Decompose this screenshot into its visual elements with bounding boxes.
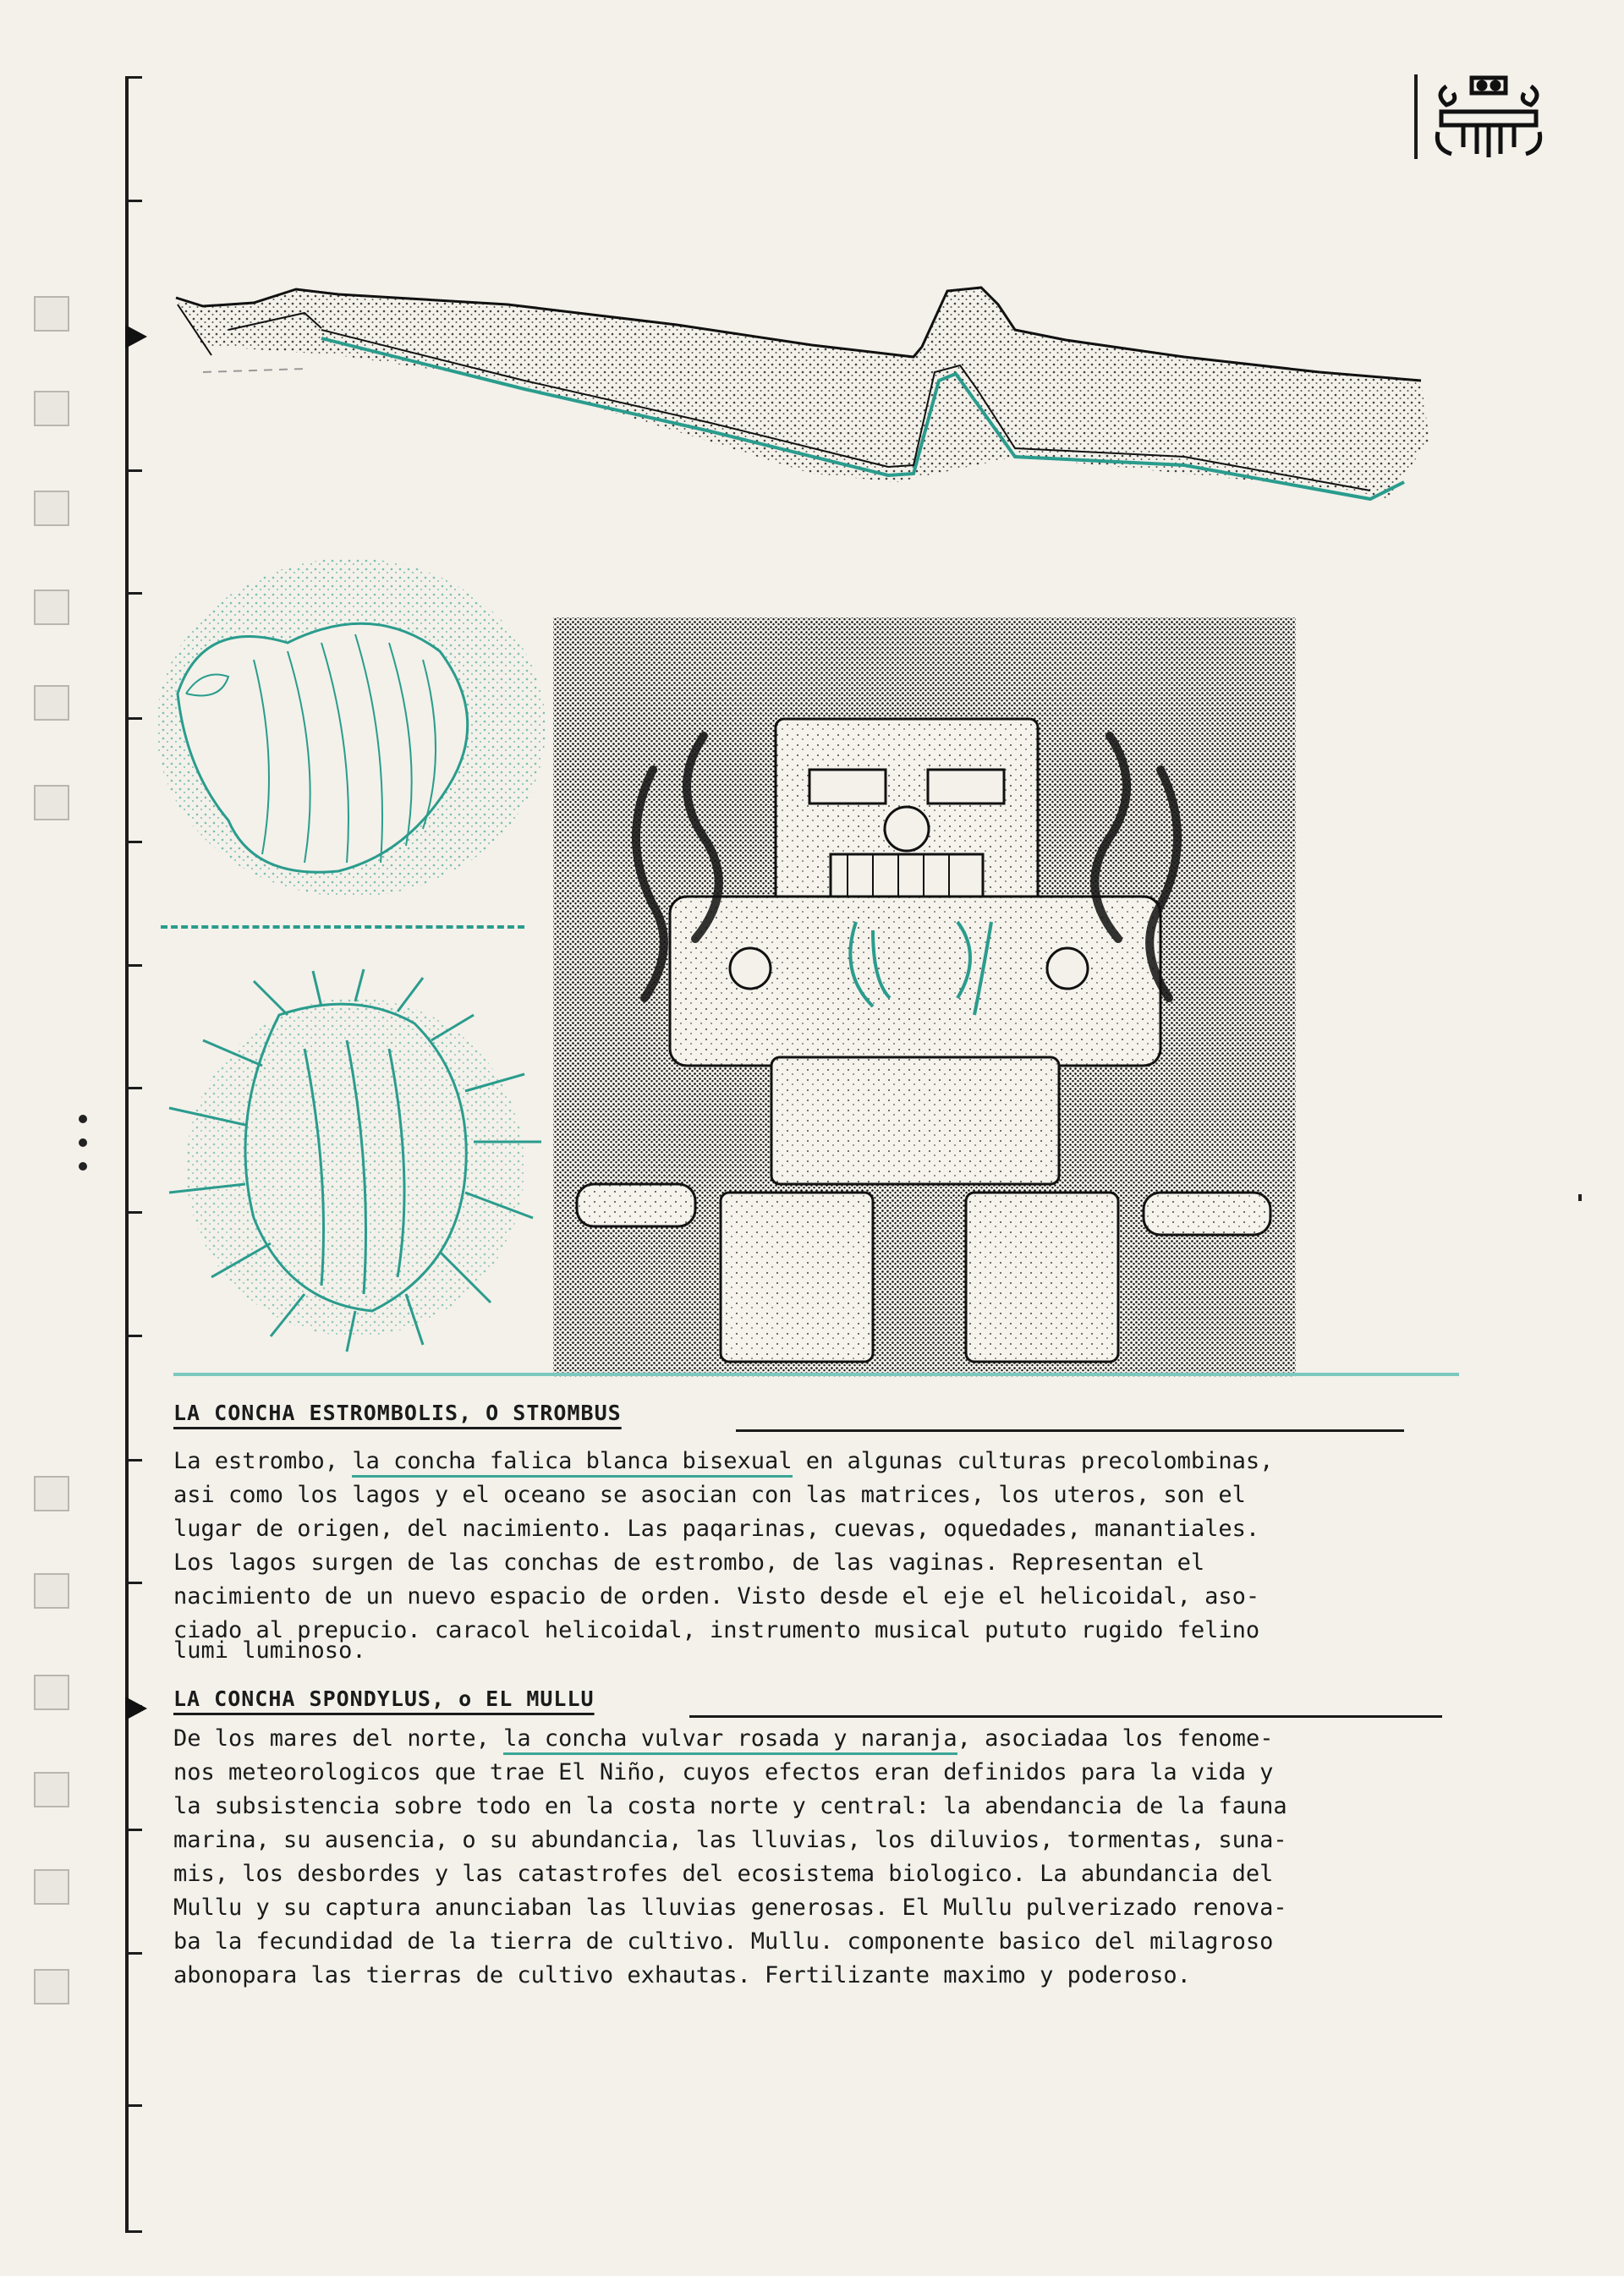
heading-rule — [689, 1715, 1442, 1718]
terrain-cross-section-illustration — [169, 279, 1472, 567]
binder-hole — [34, 590, 69, 625]
text-line — [173, 1478, 1493, 1512]
highlighted-phrase: la concha falica blanca bisexual — [352, 1448, 792, 1478]
text-line — [173, 1925, 1493, 1959]
binder-hole — [34, 491, 69, 526]
highlighted-phrase: la concha vulvar rosada y naranja — [503, 1725, 957, 1755]
section-body-spondylus — [173, 1722, 1493, 1993]
text-run: Los lagos surgen de las conchas de estrombo, de las vaginas. Representan el — [173, 1549, 1205, 1576]
text-line — [173, 1546, 1493, 1580]
ruler-tick — [125, 469, 142, 472]
text-run: La estrombo, — [173, 1448, 353, 1474]
shell-divider — [161, 925, 524, 929]
ruler-tick — [125, 592, 142, 595]
text-run: nos meteorologicos que trae El Niño, cuyos efectos eran definidos para la vida y — [173, 1759, 1274, 1785]
binder-hole — [34, 391, 69, 426]
ruler-tick — [125, 841, 142, 843]
ruler-tick — [125, 200, 142, 202]
overtyped-line: lumi luminoso. — [173, 1637, 366, 1664]
text-run: mis, los desbordes y las catastrofes del ecosistema biologico. La abundancia del — [173, 1861, 1274, 1887]
ruler-marker-triangle — [125, 325, 147, 348]
ruler-tick — [125, 2104, 142, 2107]
section-heading-strombus: LA CONCHA ESTROMBOLIS, O STROMBUS — [173, 1401, 622, 1425]
binder-hole — [34, 785, 69, 820]
logo-divider — [1414, 74, 1418, 159]
strombus-shell-illustration — [152, 550, 550, 913]
ruler-tick — [125, 2230, 142, 2233]
text-run: De los mares del norte, — [173, 1725, 504, 1752]
text-line — [173, 1722, 1493, 1756]
text-line — [173, 1824, 1493, 1857]
text-run: Mullu y su captura anunciaban las lluvias generosas. El Mullu pulverizado renova- — [173, 1895, 1287, 1921]
text-run: , asociadaa los fenome- — [957, 1725, 1274, 1752]
text-line — [173, 1756, 1493, 1790]
ruler-tick — [125, 717, 142, 720]
text-line — [173, 1445, 1493, 1478]
text-run: la subsistencia sobre todo en la costa norte y central: la abendancia de la fauna — [173, 1793, 1287, 1819]
ruler-tick — [125, 1829, 142, 1831]
text-line — [173, 1790, 1493, 1824]
binder-hole — [34, 296, 69, 332]
text-line — [173, 1959, 1493, 1993]
text-run: ciado al prepucio. caracol helicoidal, instrumento musical pututo rugido felino — [173, 1617, 1260, 1643]
binder-hole — [34, 685, 69, 721]
deity-carving-illustration — [551, 601, 1298, 1379]
binder-hole — [34, 1573, 69, 1609]
section-heading-spondylus: LA CONCHA SPONDYLUS, o EL MULLU — [173, 1686, 595, 1711]
spondylus-shell-illustration — [152, 964, 550, 1353]
ruler-tick — [125, 1582, 142, 1584]
heading-rule — [736, 1429, 1404, 1432]
ruler-marker-triangle — [125, 1697, 147, 1720]
text-run: abonopara las tierras de cultivo exhautas. Fertilizante maximo y poderoso. — [173, 1962, 1191, 1988]
section-body-strombus — [173, 1445, 1493, 1664]
margin-dots — [79, 1115, 87, 1186]
text-run: marina, su ausencia, o su abundancia, las lluvias, los diluvios, tormentas, suna- — [173, 1827, 1287, 1853]
text-run: lugar de origen, del nacimiento. Las paqarinas, cuevas, oquedades, manantiales. — [173, 1516, 1260, 1542]
text-run: asi como los lagos y el oceano se asocian con las matrices, los uteros, son el — [173, 1482, 1246, 1508]
margin-ruler — [125, 76, 129, 2233]
binder-hole — [34, 1969, 69, 2005]
ink-speck — [1578, 1194, 1582, 1201]
ruler-tick — [125, 76, 142, 79]
ruler-tick — [125, 1952, 142, 1955]
text-line — [173, 1857, 1493, 1891]
text-run: en algunas culturas precolombinas, — [792, 1448, 1274, 1474]
ruler-tick — [125, 1087, 142, 1089]
ruler-tick — [125, 1211, 142, 1214]
binder-hole — [34, 1476, 69, 1511]
ruler-tick — [125, 964, 142, 967]
text-run: nacimiento de un nuevo espacio de orden. Visto desde el eje el helicoidal, aso- — [173, 1583, 1260, 1610]
logo-glyph-icon — [1429, 69, 1548, 171]
binder-hole — [34, 1772, 69, 1807]
text-line — [173, 1891, 1493, 1925]
ruler-tick — [125, 1335, 142, 1337]
text-run: ba la fecundidad de la tierra de cultivo. Mullu. componente basico del milagroso — [173, 1928, 1274, 1955]
ruler-tick — [125, 1459, 142, 1462]
text-line — [173, 1512, 1493, 1546]
section-divider-rule — [173, 1373, 1459, 1376]
binder-hole — [34, 1869, 69, 1905]
text-line — [173, 1614, 1493, 1664]
text-line — [173, 1580, 1493, 1614]
binder-hole — [34, 1675, 69, 1710]
